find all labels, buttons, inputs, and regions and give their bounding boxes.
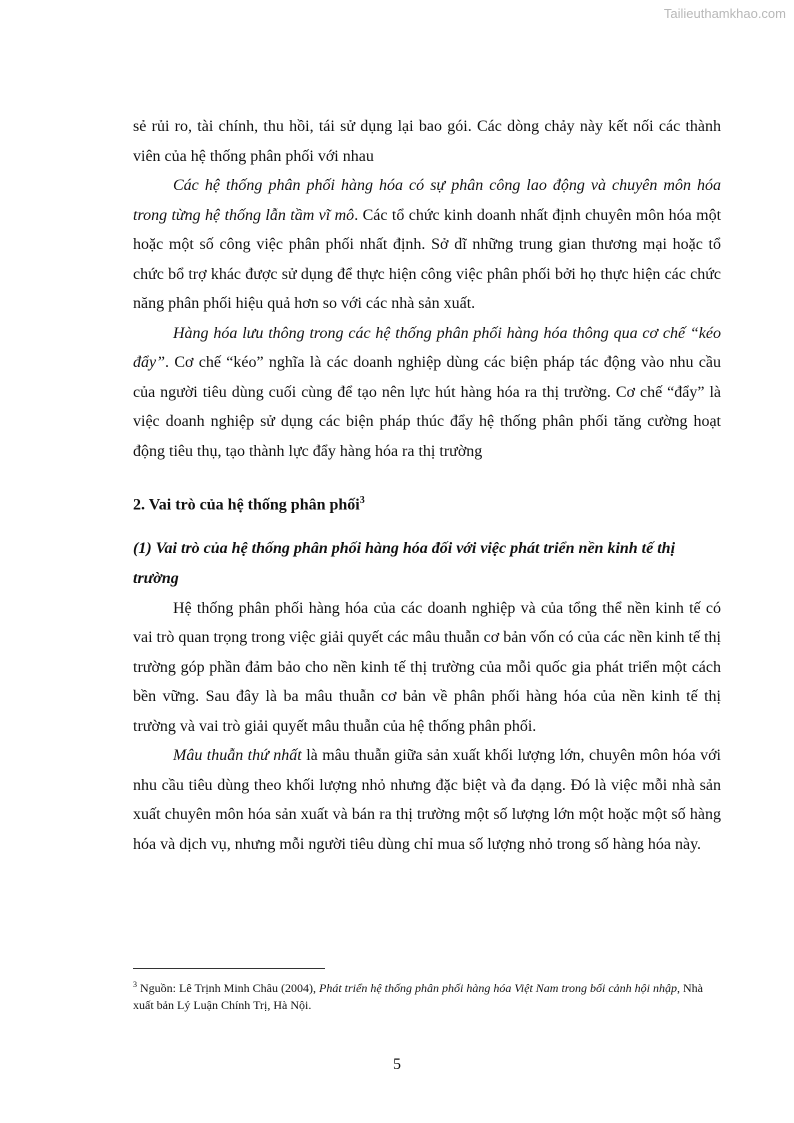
footnote-title: Phát triển hệ thống phân phối hàng hóa Việt Nam trong bối cảnh hội nhập [319,981,677,995]
paragraph-division-of-labor [133,171,721,319]
paragraph-role: Hệ thống phân phối hàng hóa của các doanh nghiệp và của tổng thể nền kinh tế có vai trò quan trọng trong việc giải quyết các mâu thuẫn cơ bản vốn có của các nền kinh tế thị trường góp phần đảm bảo cho nền kinh tế thị trường của mỗi quốc gia phát triển một cách bền vững. Sau đây là ba mâu thuẫn cơ bản về phân phối hàng hóa của nền kinh tế thị trường và vai trò giải quyết mâu thuẫn của hệ thống phân phối. [133,599,721,735]
footnote-suffix: , Nhà xuất bản Lý Luận Chính Trị, Hà Nội. [133,981,703,1012]
paragraph-text: . Cơ chế “kéo” nghĩa là các doanh nghiệp dùng các biện pháp tác động vào nhu cầu của người tiêu dùng cuối cùng để tạo nên lực hút hàng hóa ra thị trường. Cơ chế “đẩy” là việc doanh nghiệp sử dụng các biện pháp thúc đẩy hệ thống phân phối tăng cường hoạt động tiêu thụ, tạo thành lực đẩy hàng hóa ra thị trường [133,354,721,460]
paragraph-first-contradiction [133,741,721,859]
section-heading [133,486,721,520]
page-body [133,112,721,859]
page-number: 5 [393,1056,401,1073]
section-heading-text: 2. Vai trò của hệ thống phân phối [133,496,360,514]
footnote-prefix: Nguồn: Lê Trịnh Minh Châu (2004), [137,981,320,995]
watermark: Tailieuthamkhao.com [663,6,786,21]
footnote [133,976,721,1014]
paragraph-text: . Các tổ chức kinh doanh nhất định chuyên môn hóa một hoặc một số công việc phân phối nhất định. Sở dĩ những trung gian thương mại hoặc tổ chức bổ trợ khác được sử dụng để thực hiện công việc phân phối bởi họ thực hiện các chức năng phân phối hiệu quả hơn so với các nhà sản xuất. [133,206,722,312]
paragraph-push-pull [133,319,721,467]
paragraph-text: là mâu thuẫn giữa sản xuất khối lượng lớn, chuyên môn hóa với nhu cầu tiêu dùng theo khối lượng nhỏ nhưng đặc biệt và đa dạng. Đó là việc mỗi nhà sản xuất chuyên môn hóa sản xuất và bán ra thị trường một số lượng lớn một hoặc một số hàng hóa và dịch vụ, nhưng mỗi người tiêu dùng chỉ mua số lượng nhỏ trong số hàng hóa này. [133,747,722,853]
paragraph-lead-italic: Hàng hóa lưu thông trong các hệ thống phân phối hàng hóa thông qua cơ chế “kéo đẩy” [133,324,721,371]
paragraph-lead-italic: Mâu thuẫn thứ nhất [173,747,302,765]
footnote-number: 3 [133,980,137,989]
paragraph-lead-italic: Các hệ thống phân phối hàng hóa có sự phân công lao động và chuyên môn hóa trong từng hệ thống lẫn tầm vĩ mô [133,177,721,224]
footnote-divider [133,968,325,969]
footnote-reference[interactable]: 3 [359,495,365,506]
subsection-heading: (1) Vai trò của hệ thống phân phối hàng hóa đối với việc phát triển nền kinh tế thị trường [133,539,676,587]
paragraph-continued: sẻ rủi ro, tài chính, thu hồi, tái sử dụng lại bao gói. Các dòng chảy này kết nối các thành viên của hệ thống phân phối với nhau [133,118,721,165]
